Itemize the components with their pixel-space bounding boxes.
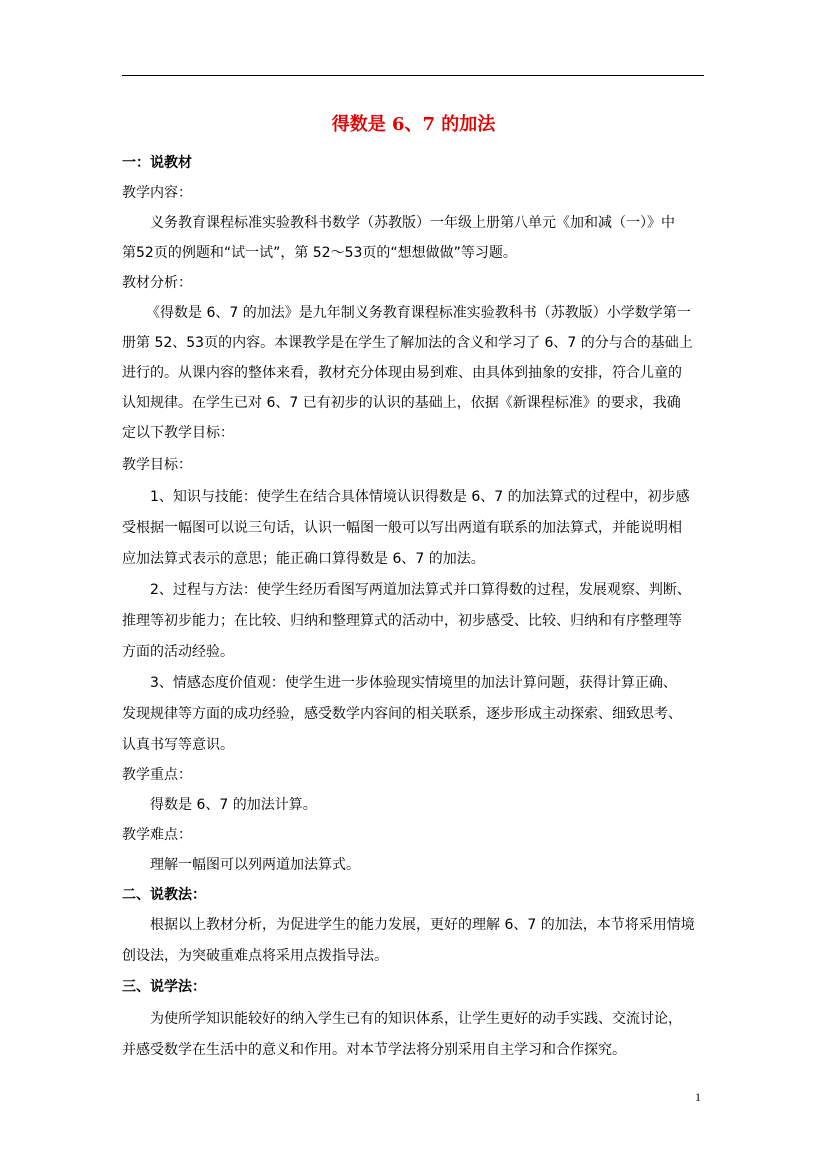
teaching-method-line-1: 根据以上教材分析，为促进学生的能力发展，更好的理解 6、7 的加法，本节将采用情境: [150, 917, 695, 933]
content-line-1: 义务教育课程标准实验教科书数学（苏教版）一年级上册第八单元《加和减（一）》中: [150, 215, 675, 231]
analysis-line-2: 册第 52、53页的内容。本课教学是在学生了解加法的含义和学习了 6、7 的分与合的基础上: [122, 335, 693, 351]
analysis-line-1: 《得数是 6、7 的加法》是九年制义务教育课程标准实验教科书（苏教版）小学数学第一: [146, 305, 691, 321]
goal-3-line-2: 发现规律等方面的成功经验，感受数学内容间的相关联系，逐步形成主动探索、细致思考、: [122, 706, 682, 722]
header-rule: [122, 75, 704, 76]
label-goals: 教学目标：: [122, 457, 192, 473]
section-heading-1: 一：说教材: [122, 155, 192, 171]
goal-2-line-1: 2、过程与方法：使学生经历看图写两道加法算式并口算得数的过程，发展观察、判断、: [150, 582, 691, 598]
label-key-point: 教学重点：: [122, 767, 192, 783]
goal-2-line-3: 方面的活动经验。: [122, 644, 234, 660]
analysis-line-3: 进行的。从课内容的整体来看，教材充分体现由易到难、由具体到抽象的安排，符合儿童的: [122, 365, 682, 381]
goal-1-line-2: 受根据一幅图可以说三句话，认识一幅图一般可以写出两道有联系的加法算式，并能说明相: [122, 520, 682, 536]
goal-2-line-2: 推理等初步能力；在比较、归纳和整理算式的活动中，初步感受、比较、归纳和有序整理等: [122, 613, 682, 629]
section-heading-2: 二、说教法：: [122, 887, 206, 903]
learning-method-line-1: 为使所学知识能较好的纳入学生已有的知识体系，让学生更好的动手实践、交流讨论，: [150, 1011, 682, 1027]
document-title: 得数是 6、7 的加法: [331, 114, 496, 135]
key-point-text: 得数是 6、7 的加法计算。: [150, 797, 317, 813]
label-difficulty: 教学难点：: [122, 827, 192, 843]
difficulty-text: 理解一幅图可以列两道加法算式。: [150, 857, 360, 873]
goal-3-line-1: 3、情感态度价值观：使学生进一步体验现实情境里的加法计算问题，获得计算正确、: [150, 675, 677, 691]
analysis-line-5: 定以下教学目标：: [122, 425, 234, 441]
learning-method-line-2: 并感受数学在生活中的意义和作用。对本节学法将分别采用自主学习和合作探究。: [122, 1042, 626, 1058]
goal-1-line-1: 1、知识与技能：使学生在结合具体情境认识得数是 6、7 的加法算式的过程中，初步感: [150, 489, 690, 505]
goal-3-line-3: 认真书写等意识。: [122, 737, 234, 753]
goal-1-line-3: 应加法算式表示的意思；能正确口算得数是 6、7 的加法。: [122, 551, 485, 567]
analysis-line-4: 认知规律。在学生已对 6、7 已有初步的认识的基础上，依据《新课程标准》的要求，我确: [122, 395, 681, 411]
section-heading-3: 三、说学法：: [122, 979, 206, 995]
page-number: 1: [695, 1090, 701, 1104]
label-analysis: 教材分析：: [122, 275, 192, 291]
content-line-2: 第52页的例题和“试一试”，第 52～53页的“想想做做”等习题。: [122, 245, 517, 261]
label-content: 教学内容：: [122, 185, 192, 201]
teaching-method-line-2: 创设法，为突破重难点将采用点拨指导法。: [122, 948, 388, 964]
